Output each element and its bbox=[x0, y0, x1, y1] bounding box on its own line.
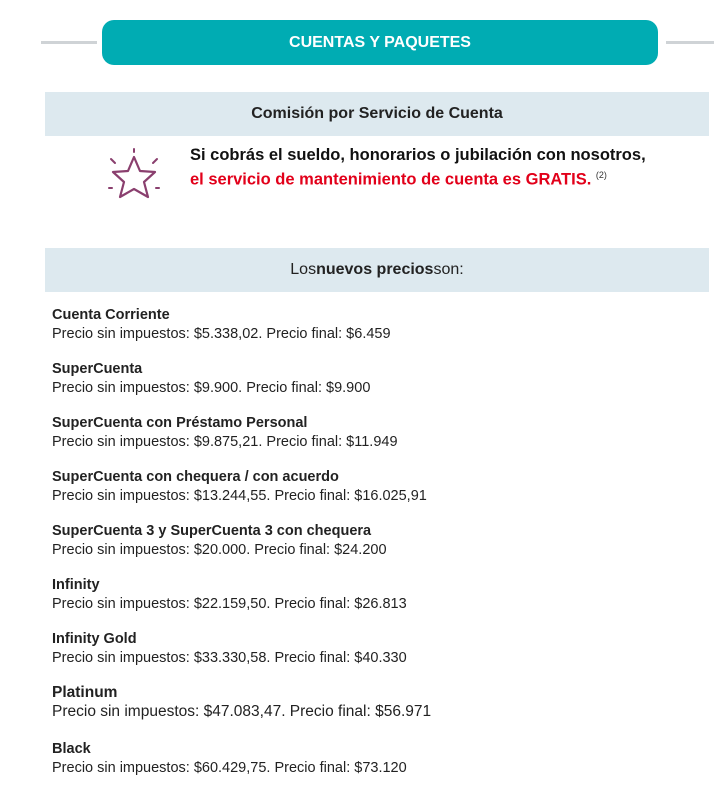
product-name: SuperCuenta bbox=[52, 361, 143, 377]
promo-text-highlight: el servicio de mantenimiento de cuenta es GRATIS. bbox=[190, 170, 592, 189]
prices-intro-suffix: son: bbox=[433, 261, 464, 278]
product-price: Precio sin impuestos: $9.900. Precio final: $9.900 bbox=[52, 380, 371, 396]
prices-intro bbox=[45, 248, 709, 292]
promo-block bbox=[104, 145, 664, 215]
price-item-supercuenta-chequera bbox=[52, 468, 692, 522]
promo-text bbox=[190, 145, 660, 190]
price-item-infinity bbox=[52, 576, 692, 630]
promo-text-normal: Si cobrás el sueldo, honorarios o jubilación con nosotros, bbox=[190, 146, 646, 164]
section-header bbox=[0, 20, 728, 65]
price-item-black bbox=[52, 740, 692, 794]
product-price: Precio sin impuestos: $20.000. Precio final: $24.200 bbox=[52, 542, 387, 558]
prices-intro-prefix: Los bbox=[290, 261, 317, 278]
price-list bbox=[52, 306, 692, 794]
product-name: Infinity bbox=[52, 577, 100, 593]
product-name: Black bbox=[52, 741, 91, 757]
promo-footnote: (2) bbox=[595, 170, 607, 180]
price-item-cuenta-corriente bbox=[52, 306, 692, 360]
price-item-supercuenta-3 bbox=[52, 522, 692, 576]
prices-intro-bold: nuevos precios bbox=[316, 261, 434, 278]
section-title: CUENTAS Y PAQUETES bbox=[102, 20, 658, 65]
product-price: Precio sin impuestos: $13.244,55. Precio final: $16.025,91 bbox=[52, 488, 427, 504]
star-icon bbox=[104, 148, 164, 208]
product-price: Precio sin impuestos: $47.083,47. Precio final: $56.971 bbox=[52, 703, 432, 720]
price-item-supercuenta bbox=[52, 360, 692, 414]
product-price: Precio sin impuestos: $22.159,50. Precio final: $26.813 bbox=[52, 596, 407, 612]
product-name: SuperCuenta con chequera / con acuerdo bbox=[52, 469, 339, 485]
product-name: Infinity Gold bbox=[52, 631, 137, 647]
product-name: Platinum bbox=[52, 684, 118, 701]
commission-title: Comisión por Servicio de Cuenta bbox=[45, 92, 709, 136]
header-rule-left bbox=[41, 41, 97, 44]
product-name: SuperCuenta 3 y SuperCuenta 3 con chequera bbox=[52, 523, 372, 539]
price-item-supercuenta-prestamo bbox=[52, 414, 692, 468]
product-price: Precio sin impuestos: $60.429,75. Precio final: $73.120 bbox=[52, 760, 407, 776]
price-item-platinum bbox=[52, 684, 692, 740]
product-name: Cuenta Corriente bbox=[52, 307, 170, 323]
price-item-infinity-gold bbox=[52, 630, 692, 684]
product-price: Precio sin impuestos: $9.875,21. Precio final: $11.949 bbox=[52, 434, 398, 450]
header-rule-right bbox=[666, 41, 714, 44]
product-price: Precio sin impuestos: $5.338,02. Precio final: $6.459 bbox=[52, 326, 391, 342]
product-name: SuperCuenta con Préstamo Personal bbox=[52, 415, 308, 431]
product-price: Precio sin impuestos: $33.330,58. Precio final: $40.330 bbox=[52, 650, 407, 666]
